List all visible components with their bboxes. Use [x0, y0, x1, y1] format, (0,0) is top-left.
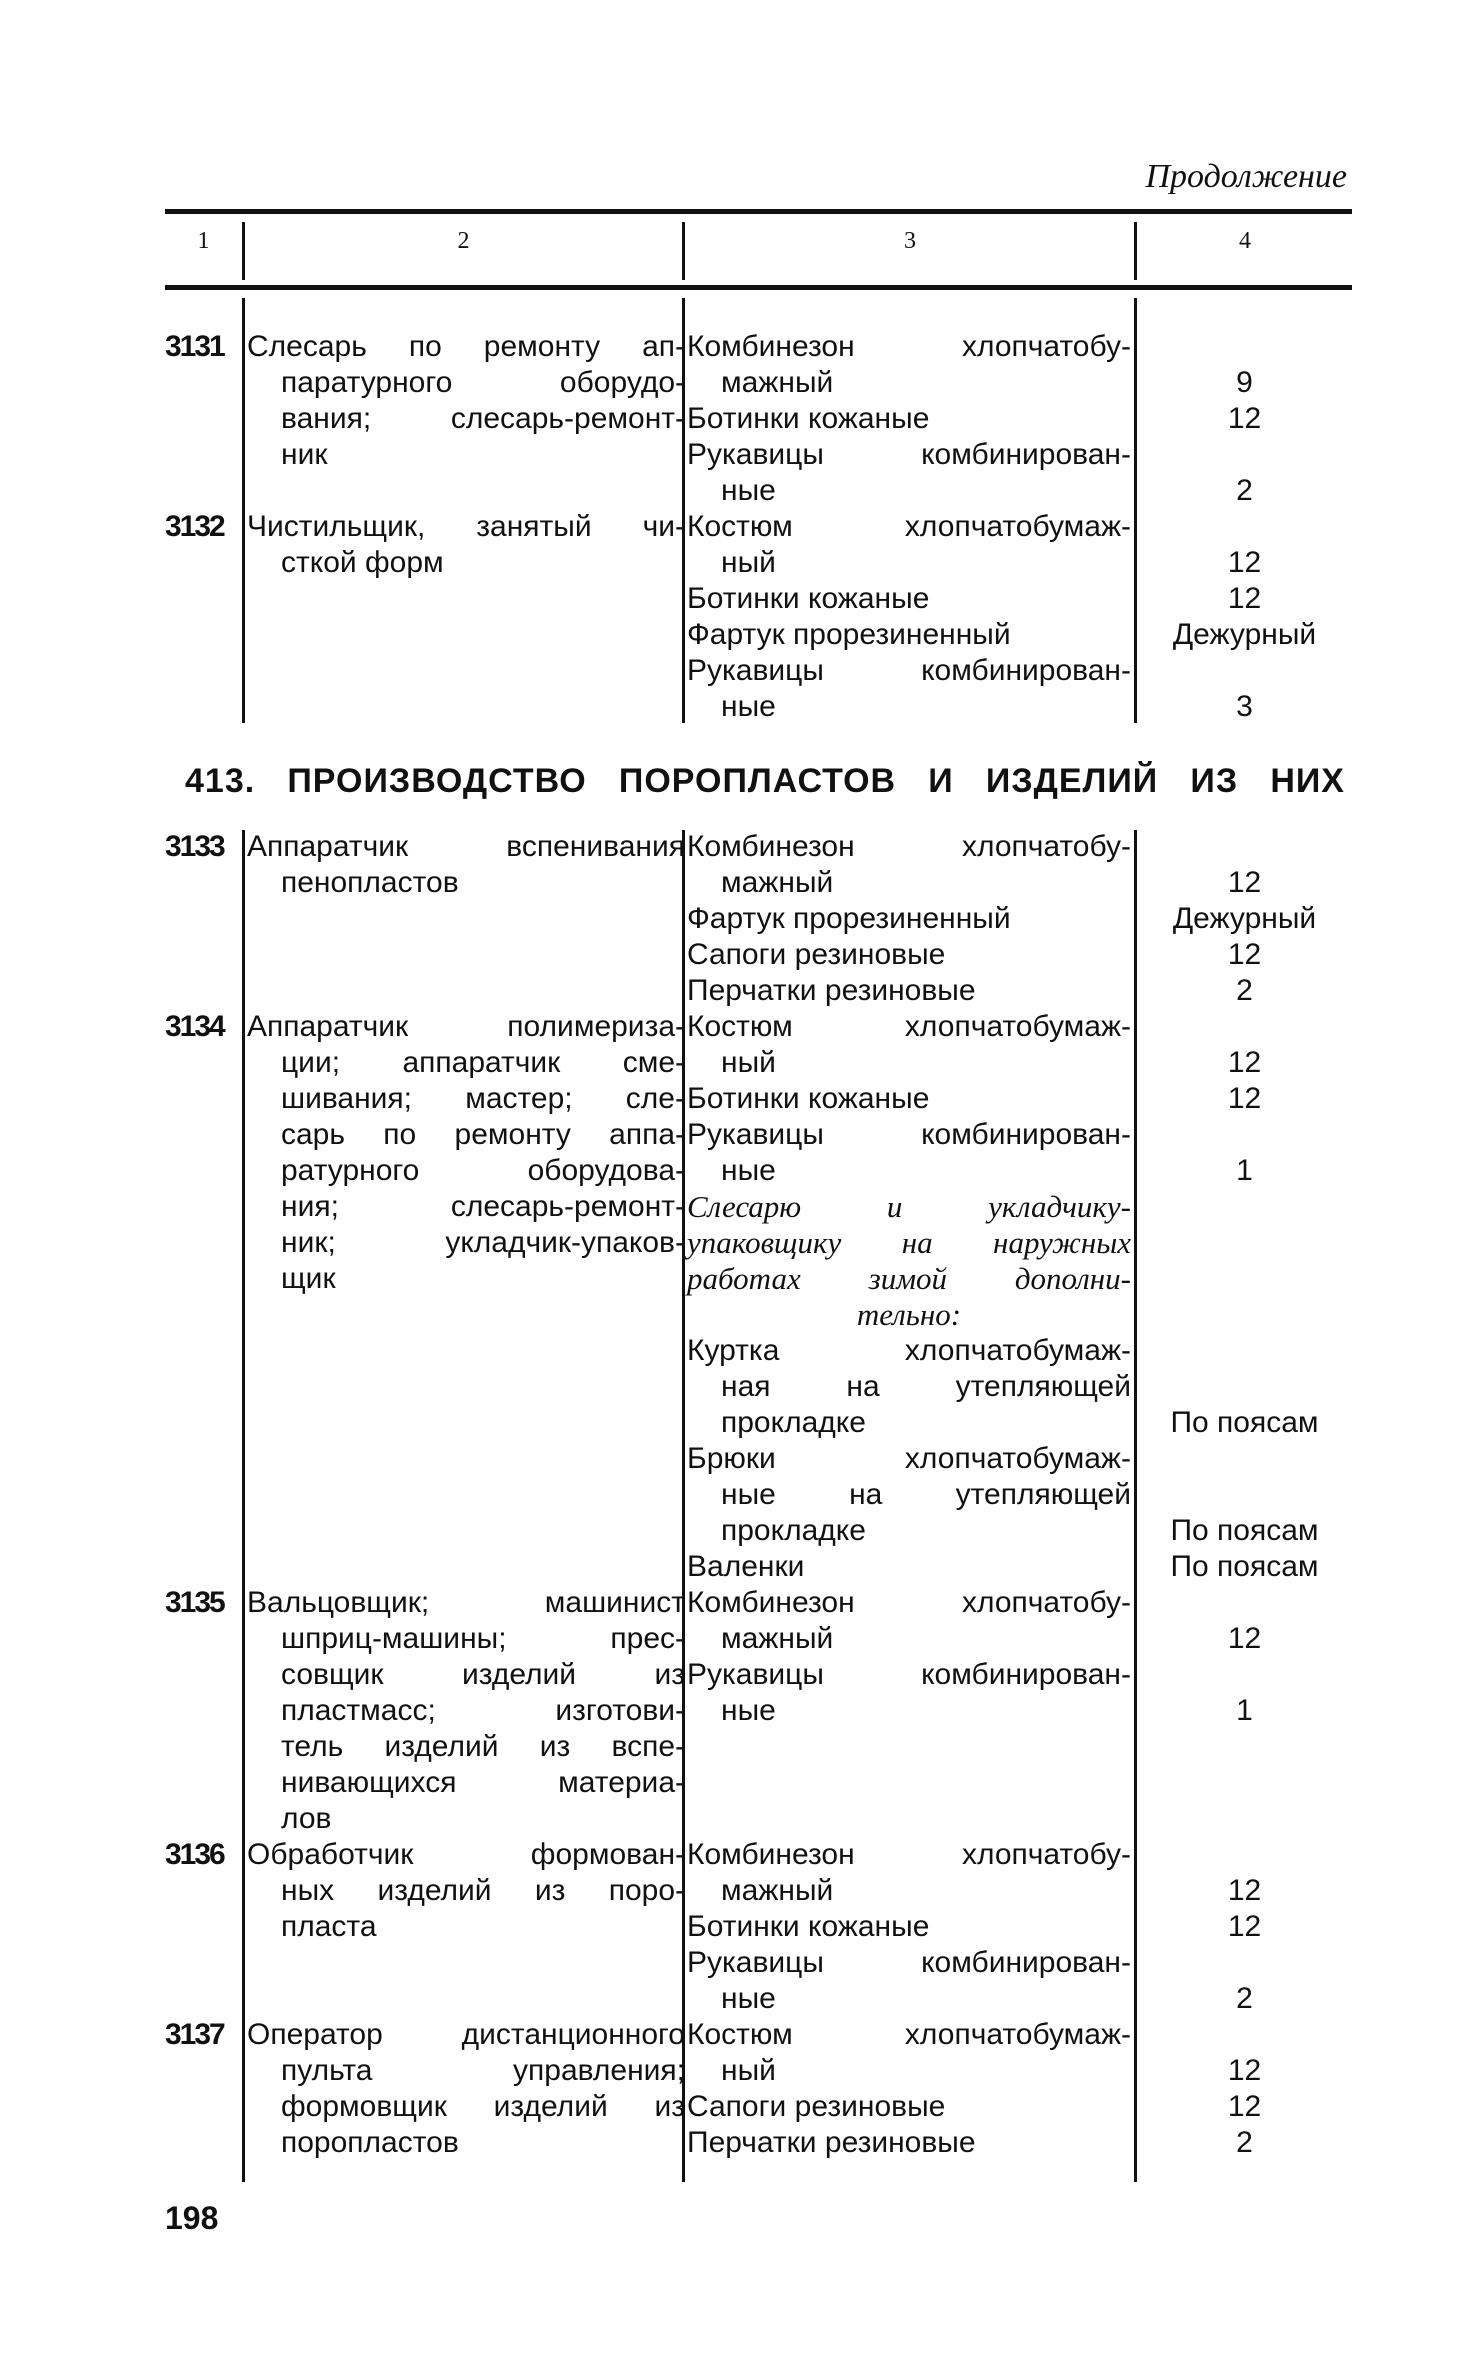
item-line: ные на утепляющей: [721, 1478, 1131, 1511]
profession-line: ник: [281, 438, 328, 471]
item-value: 12: [1227, 1910, 1262, 1943]
item-line: Валенки: [687, 1550, 805, 1583]
item-value: 2: [1236, 974, 1253, 1007]
items-cell: [687, 829, 1131, 1009]
row-code: 3131: [165, 330, 224, 363]
item-value: По поясам: [1170, 1514, 1319, 1547]
row-code: 3133: [165, 830, 224, 863]
item-line: ные: [721, 1154, 776, 1187]
profession-line: Слесарь по ремонту ап-: [247, 330, 685, 363]
item-line: Ботинки кожаные: [687, 1910, 930, 1943]
item-line: Рукавицы комбинирован-: [687, 438, 1131, 471]
row-code: 3137: [165, 2018, 224, 2051]
item-value: 12: [1227, 1622, 1262, 1655]
profession-line: шприц-машины; прес-: [281, 1622, 685, 1655]
table-row: [165, 329, 1352, 509]
profession-line: тель изделий из вспе-: [281, 1730, 685, 1763]
item-line: Рукавицы комбинирован-: [687, 1118, 1131, 1151]
profession-line: Аппаратчик вспенивания: [247, 830, 685, 863]
item-line: Ботинки кожаные: [687, 582, 930, 615]
note-line: Слесарю и укладчику-: [687, 1189, 1131, 1224]
item-line: прокладке: [721, 1514, 866, 1547]
profession-line: щик: [281, 1262, 336, 1295]
table-row: [165, 1585, 1352, 1837]
item-line: Комбинезон хлопчатобу-: [687, 1586, 1131, 1619]
item-line: Рукавицы комбинирован-: [687, 1658, 1131, 1691]
profession-cell: [247, 329, 685, 473]
section-title: 413. ПРОИЗВОДСТВО ПОРОПЛАСТОВ И ИЗДЕЛИЙ ИЗ НИХ: [185, 762, 1345, 800]
profession-line: паратурного оборудо-: [281, 366, 685, 399]
item-value: 3: [1236, 690, 1253, 723]
header-top-rule: [165, 209, 1352, 214]
item-value: 2: [1236, 2126, 1253, 2159]
header-bottom-rule: [165, 285, 1352, 290]
item-value: 2: [1236, 474, 1253, 507]
items-cell: [687, 1837, 1131, 2017]
item-line: мажный: [721, 366, 834, 399]
item-line: Костюм хлопчатобумаж-: [687, 2018, 1131, 2051]
item-line: ные: [721, 1982, 776, 2015]
item-value: 12: [1227, 1874, 1262, 1907]
profession-line: пластмасс; изготови-: [281, 1694, 685, 1727]
note-line: работах зимой дополни-: [687, 1261, 1131, 1296]
profession-line: нивающихся материа-: [281, 1766, 685, 1799]
profession-cell: [247, 1585, 685, 1837]
profession-cell: [247, 829, 685, 901]
items-cell: [687, 509, 1131, 725]
row-code: 3136: [165, 1838, 224, 1871]
row-code: 3135: [165, 1586, 224, 1619]
item-value: 12: [1227, 938, 1262, 971]
item-value: 12: [1227, 2090, 1262, 2123]
note-line: тельно:: [856, 1297, 962, 1332]
table-row: [165, 1837, 1352, 2017]
header-col-4: 4: [1239, 228, 1251, 254]
profession-line: ник; укладчик-упаков-: [281, 1226, 685, 1259]
item-line: Перчатки резиновые: [687, 974, 976, 1007]
item-line: Костюм хлопчатобумаж-: [687, 1010, 1131, 1043]
header-divider: [682, 222, 685, 280]
items-cell: [687, 2017, 1131, 2161]
item-line: Куртка хлопчатобумаж-: [687, 1334, 1131, 1367]
page-number: 198: [165, 2200, 219, 2236]
item-line: Фартук прорезиненный: [687, 618, 1011, 651]
profession-line: Оператор дистанционного: [247, 2018, 685, 2051]
item-line: ный: [721, 1046, 776, 1079]
profession-line: сарь по ремонту аппа-: [281, 1118, 685, 1151]
item-line: Комбинезон хлопчатобу-: [687, 830, 1131, 863]
item-value: 2: [1236, 1982, 1253, 2015]
items-cell: [687, 1585, 1131, 1729]
item-line: прокладке: [721, 1406, 866, 1439]
note-line: упаковщику на наружных: [687, 1225, 1131, 1260]
table-row: [165, 2017, 1352, 2161]
profession-cell: [247, 1009, 685, 1297]
item-line: Рукавицы комбинирован-: [687, 654, 1131, 687]
profession-line: ции; аппаратчик сме-: [281, 1046, 685, 1079]
item-value: По поясам: [1170, 1406, 1319, 1439]
profession-line: сткой форм: [281, 546, 444, 579]
item-line: ный: [721, 2054, 776, 2087]
item-value: 12: [1227, 866, 1262, 899]
profession-cell: [247, 1837, 685, 1945]
profession-line: пульта управления;: [281, 2054, 685, 2087]
item-line: мажный: [721, 866, 834, 899]
item-line: Сапоги резиновые: [687, 2090, 946, 2123]
item-value: 1: [1236, 1154, 1253, 1187]
item-line: ная на утепляющей: [721, 1370, 1131, 1403]
item-value: 12: [1227, 2054, 1262, 2087]
item-line: Фартук прорезиненный: [687, 902, 1011, 935]
item-line: Комбинезон хлопчатобу-: [687, 1838, 1131, 1871]
item-value: 12: [1227, 582, 1262, 615]
profession-line: лов: [281, 1802, 332, 1835]
table-section-413: [165, 829, 1352, 2161]
item-line: Ботинки кожаные: [687, 1082, 930, 1115]
item-line: ный: [721, 546, 776, 579]
item-line: Перчатки резиновые: [687, 2126, 976, 2159]
item-line: ные: [721, 1694, 776, 1727]
item-value: Дежурный: [1172, 902, 1317, 935]
profession-cell: [247, 509, 685, 581]
item-line: Брюки хлопчатобумаж-: [687, 1442, 1131, 1475]
profession-line: поропластов: [281, 2126, 459, 2159]
profession-line: Аппаратчик полимериза-: [247, 1010, 685, 1043]
profession-line: пенопластов: [281, 866, 459, 899]
table-continued: [165, 329, 1352, 725]
item-value: 12: [1227, 1046, 1262, 1079]
item-line: ные: [721, 474, 776, 507]
item-value: 9: [1236, 366, 1253, 399]
header-divider: [242, 222, 245, 280]
item-value: 12: [1227, 402, 1262, 435]
item-line: Ботинки кожаные: [687, 402, 930, 435]
item-line: Рукавицы комбинирован-: [687, 1946, 1131, 1979]
profession-line: Вальцовщик; машинист: [247, 1586, 685, 1619]
table-row: [165, 829, 1352, 1009]
profession-line: ных изделий из поро-: [281, 1874, 685, 1907]
profession-line: шивания; мастер; сле-: [281, 1082, 685, 1115]
profession-line: ния; слесарь-ремонт-: [281, 1190, 685, 1223]
row-code: 3134: [165, 1010, 224, 1043]
item-value: Дежурный: [1172, 618, 1317, 651]
header-divider: [1134, 222, 1137, 280]
item-value: По поясам: [1170, 1550, 1319, 1583]
items-cell: [687, 329, 1131, 509]
profession-line: Чистильщик, занятый чи-: [247, 510, 685, 543]
profession-line: пласта: [281, 1910, 377, 1943]
item-value: 12: [1227, 1082, 1262, 1115]
item-line: мажный: [721, 1874, 834, 1907]
profession-line: совщик изделий из: [281, 1658, 685, 1691]
row-code: 3132: [165, 510, 224, 543]
item-value: 1: [1236, 1694, 1253, 1727]
table-row: [165, 509, 1352, 725]
item-line: ные: [721, 690, 776, 723]
profession-line: формовщик изделий из: [281, 2090, 685, 2123]
continuation-label: Продолжение: [1145, 158, 1347, 195]
profession-line: Обработчик формован-: [247, 1838, 685, 1871]
item-line: Костюм хлопчатобумаж-: [687, 510, 1131, 543]
table-row: [165, 1009, 1352, 1585]
items-cell: [687, 1009, 1131, 1585]
item-line: мажный: [721, 1622, 834, 1655]
profession-cell: [247, 2017, 685, 2161]
item-line: Комбинезон хлопчатобу-: [687, 330, 1131, 363]
header-col-1: 1: [197, 228, 210, 254]
item-line: Сапоги резиновые: [687, 938, 946, 971]
profession-line: вания; слесарь-ремонт-: [281, 402, 685, 435]
header-col-3: 3: [904, 228, 916, 254]
header-col-2: 2: [457, 228, 470, 254]
profession-line: ратурного оборудова-: [281, 1154, 685, 1187]
item-value: 12: [1227, 546, 1262, 579]
